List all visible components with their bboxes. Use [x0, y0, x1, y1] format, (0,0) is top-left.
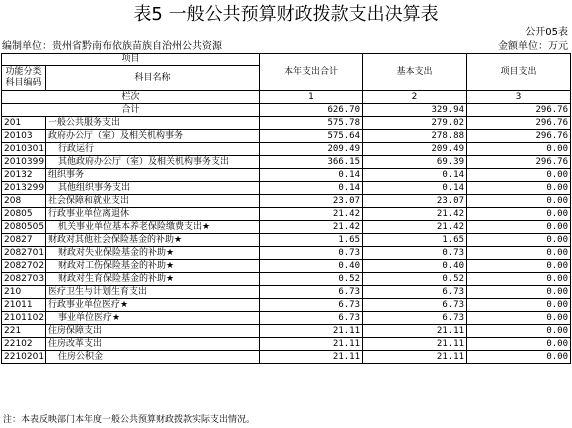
row-code: 210	[2, 286, 46, 299]
table-row	[2, 299, 571, 312]
row-total: 575.64	[260, 130, 363, 143]
form-code: 公开05表	[525, 27, 568, 38]
table-row	[2, 221, 571, 234]
row-code: 2101102	[2, 312, 46, 325]
row-code: 221	[2, 325, 46, 338]
table-row	[2, 117, 571, 130]
row-project: 0.00	[467, 299, 571, 312]
row-code: 2210201	[2, 351, 46, 364]
row-basic: 21.11	[363, 351, 467, 364]
table-row	[2, 208, 571, 221]
row-name: 社会保障和就业支出	[46, 195, 260, 208]
total-project: 296.76	[467, 104, 571, 117]
row-project: 0.00	[467, 234, 571, 247]
row-name: 住房公积金	[46, 351, 260, 364]
row-total: 0.40	[260, 260, 363, 273]
row-name: 行政事业单位医疗★	[46, 299, 260, 312]
row-name: 住房改革支出	[46, 338, 260, 351]
row-total: 21.42	[260, 208, 363, 221]
row-project: 0.00	[467, 169, 571, 182]
row-name: 行政运行	[46, 143, 260, 156]
row-total: 23.07	[260, 195, 363, 208]
row-project: 0.00	[467, 260, 571, 273]
row-code: 201	[2, 117, 46, 130]
expenditure-table	[1, 53, 571, 364]
col-num-2: 2	[363, 91, 467, 104]
row-basic: 21.11	[363, 325, 467, 338]
row-basic: 0.52	[363, 273, 467, 286]
row-name: 一般公共服务支出	[46, 117, 260, 130]
col-num-1: 1	[260, 91, 363, 104]
footnote: 注：本表反映部门本年度一般公共预算财政拨款实际支出情况。	[3, 415, 256, 425]
row-code: 2082703	[2, 273, 46, 286]
row-total: 6.73	[260, 312, 363, 325]
row-total: 575.78	[260, 117, 363, 130]
row-project: 0.00	[467, 312, 571, 325]
row-basic: 6.73	[363, 299, 467, 312]
row-basic: 0.14	[363, 182, 467, 195]
row-total: 21.11	[260, 351, 363, 364]
row-total: 366.15	[260, 156, 363, 169]
row-name: 住房保障支出	[46, 325, 260, 338]
rownum-label: 栏次	[2, 91, 260, 104]
row-project: 0.00	[467, 273, 571, 286]
row-total: 0.73	[260, 247, 363, 260]
table-row	[2, 169, 571, 182]
table-row	[2, 182, 571, 195]
col-total-header: 本年支出合计	[260, 54, 363, 91]
row-basic: 209.49	[363, 143, 467, 156]
table-row	[2, 130, 571, 143]
row-project: 296.76	[467, 156, 571, 169]
row-name: 医疗卫生与计划生育支出	[46, 286, 260, 299]
row-name: 政府办公厅（室）及相关机构事务	[46, 130, 260, 143]
row-project: 0.00	[467, 143, 571, 156]
row-project: 0.00	[467, 182, 571, 195]
row-name: 机关事业单位基本养老保险缴费支出★	[46, 221, 260, 234]
row-basic: 278.88	[363, 130, 467, 143]
row-code: 2010301	[2, 143, 46, 156]
row-name: 行政事业单位离退休	[46, 208, 260, 221]
row-name: 事业单位医疗★	[46, 312, 260, 325]
row-basic: 0.14	[363, 169, 467, 182]
row-basic: 6.73	[363, 312, 467, 325]
row-project: 0.00	[467, 247, 571, 260]
row-project: 0.00	[467, 351, 571, 364]
row-project: 0.00	[467, 286, 571, 299]
row-code: 21011	[2, 299, 46, 312]
row-total: 6.73	[260, 286, 363, 299]
row-name: 组织事务	[46, 169, 260, 182]
table-row	[2, 286, 571, 299]
row-project: 296.76	[467, 130, 571, 143]
col-basic-header: 基本支出	[363, 54, 467, 91]
row-total: 21.11	[260, 338, 363, 351]
item-header: 项目	[2, 54, 260, 66]
table-row	[2, 195, 571, 208]
row-basic: 1.65	[363, 234, 467, 247]
row-name: 财政对工伤保险基金的补助★	[46, 260, 260, 273]
row-total: 0.52	[260, 273, 363, 286]
table-title: 表5 一般公共预算财政拨款支出决算表	[133, 4, 439, 25]
row-basic: 21.42	[363, 221, 467, 234]
table-row	[2, 338, 571, 351]
row-code: 20132	[2, 169, 46, 182]
row-name: 其他组织事务支出	[46, 182, 260, 195]
row-basic: 69.39	[363, 156, 467, 169]
row-project: 0.00	[467, 195, 571, 208]
row-code: 208	[2, 195, 46, 208]
table-row	[2, 351, 571, 364]
row-code: 20827	[2, 234, 46, 247]
col-num-3: 3	[467, 91, 571, 104]
total-sum: 626.70	[260, 104, 363, 117]
row-basic: 0.40	[363, 260, 467, 273]
row-total: 21.42	[260, 221, 363, 234]
row-name: 财政对生育保险基金的补助★	[46, 273, 260, 286]
row-project: 0.00	[467, 208, 571, 221]
row-total: 6.73	[260, 299, 363, 312]
org-label: 编制单位：贵州省黔南布依族苗族自治州公共资源	[2, 41, 222, 52]
row-basic: 6.73	[363, 286, 467, 299]
row-code: 2013299	[2, 182, 46, 195]
row-code: 2082702	[2, 260, 46, 273]
table-row	[2, 247, 571, 260]
row-basic: 0.73	[363, 247, 467, 260]
table-row	[2, 312, 571, 325]
row-project: 0.00	[467, 325, 571, 338]
row-project: 296.76	[467, 117, 571, 130]
total-label: 合计	[2, 104, 260, 117]
row-basic: 279.02	[363, 117, 467, 130]
row-code: 2080505	[2, 221, 46, 234]
row-name: 财政对其他社会保险基金的补助★	[46, 234, 260, 247]
func-code-header: 功能分类科目编码	[2, 66, 46, 91]
row-project: 0.00	[467, 221, 571, 234]
total-basic: 329.94	[363, 104, 467, 117]
table-row	[2, 143, 571, 156]
row-total: 0.14	[260, 169, 363, 182]
row-code: 2082701	[2, 247, 46, 260]
row-code: 20805	[2, 208, 46, 221]
subject-name-header: 科目名称	[46, 66, 260, 91]
row-name: 其他政府办公厅（室）及相关机构事务支出	[46, 156, 260, 169]
row-total: 21.11	[260, 325, 363, 338]
table-row	[2, 156, 571, 169]
row-total: 209.49	[260, 143, 363, 156]
row-code: 22102	[2, 338, 46, 351]
row-name: 财政对失业保险基金的补助★	[46, 247, 260, 260]
table-row	[2, 325, 571, 338]
table-row	[2, 234, 571, 247]
col-project-header: 项目支出	[467, 54, 571, 91]
table-row	[2, 260, 571, 273]
amount-unit: 金额单位：万元	[498, 41, 568, 52]
row-basic: 23.07	[363, 195, 467, 208]
row-total: 1.65	[260, 234, 363, 247]
row-project: 0.00	[467, 338, 571, 351]
row-total: 0.14	[260, 182, 363, 195]
table-row	[2, 273, 571, 286]
row-code: 2010399	[2, 156, 46, 169]
row-basic: 21.11	[363, 338, 467, 351]
row-code: 20103	[2, 130, 46, 143]
unit-row	[2, 40, 570, 53]
row-basic: 21.42	[363, 208, 467, 221]
